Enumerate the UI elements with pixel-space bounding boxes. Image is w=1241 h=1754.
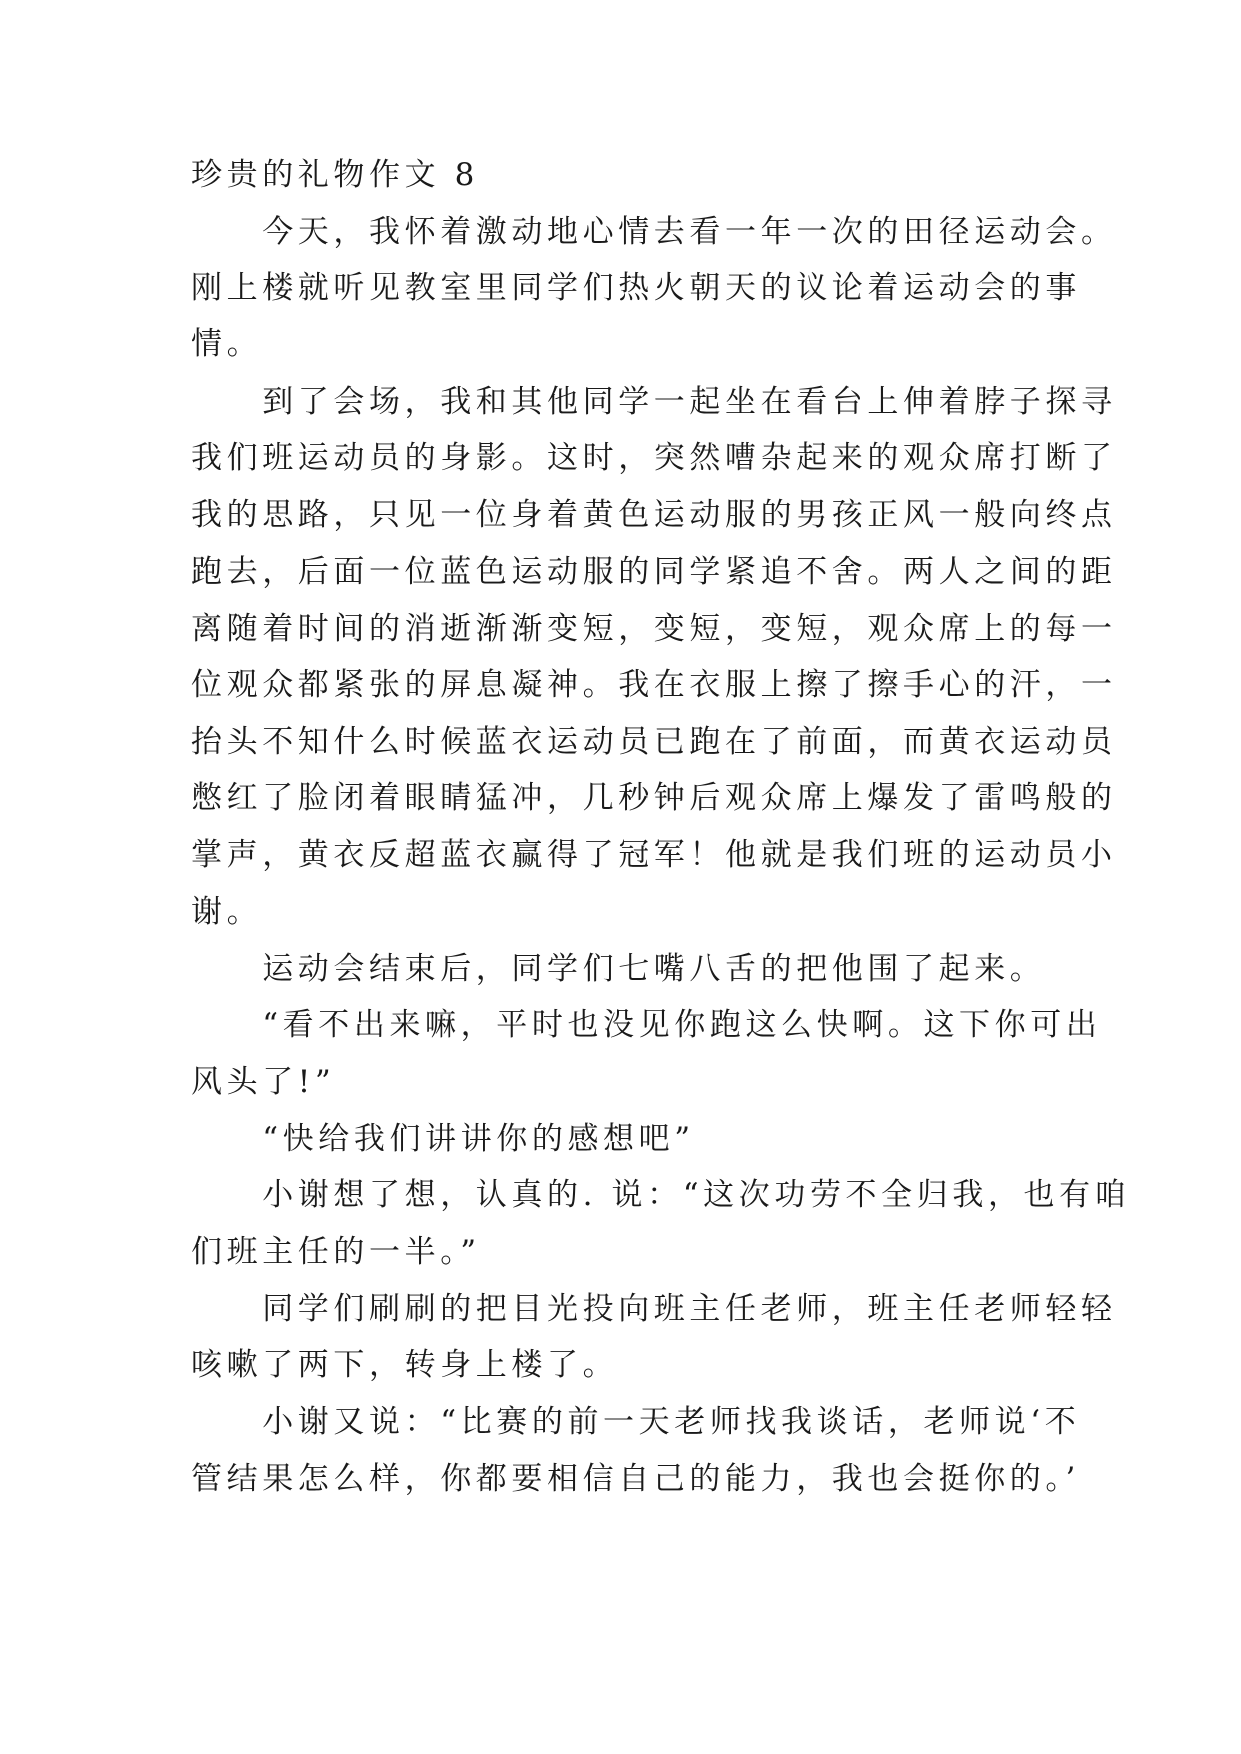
paragraph-line: 运动会结束后，同学们七嘴八舌的把他围了起来。 xyxy=(191,951,1046,987)
paragraph-line: “快给我们讲讲你的感想吧” xyxy=(191,1121,695,1157)
paragraph-line: 跑去，后面一位蓝色运动服的同学紧追不舍。两人之间的距 xyxy=(191,554,1117,590)
paragraph-line: 小谢又说：“比赛的前一天老师找我谈话，老师说‘不 xyxy=(191,1404,1081,1440)
paragraph-line: 我们班运动员的身影。这时，突然嘈杂起来的观众席打断了 xyxy=(191,440,1117,476)
document-title: 珍贵的礼物作文 8 xyxy=(191,157,479,193)
paragraph-line: 离随着时间的消逝渐渐变短，变短，变短，观众席上的每一 xyxy=(191,611,1117,647)
paragraph-line: 憋红了脸闭着眼睛猛冲，几秒钟后观众席上爆发了雷鸣般的 xyxy=(191,780,1117,816)
paragraph-line: 我的思路，只见一位身着黄色运动服的男孩正风一般向终点 xyxy=(191,497,1117,533)
paragraph-line: 今天，我怀着激动地心情去看一年一次的田径运动会。 xyxy=(191,214,1117,250)
paragraph-line: 同学们刷刷的把目光投向班主任老师，班主任老师轻轻 xyxy=(191,1291,1117,1327)
paragraph-line: 情。 xyxy=(191,326,263,362)
paragraph-line: 谢。 xyxy=(191,894,263,930)
paragraph-line: “看不出来嘛，平时也没见你跑这么快啊。这下你可出 xyxy=(191,1007,1102,1043)
paragraph-line: 小谢想了想，认真的. 说：“这次功劳不全归我，也有咱 xyxy=(191,1177,1131,1213)
paragraph-line: 抬头不知什么时候蓝衣运动员已跑在了前面，而黄衣运动员 xyxy=(191,724,1117,760)
paragraph-line: 风头了!” xyxy=(191,1064,336,1100)
paragraph-line: 们班主任的一半。” xyxy=(191,1234,481,1270)
paragraph-line: 掌声，黄衣反超蓝衣赢得了冠军！他就是我们班的运动员小 xyxy=(191,837,1117,873)
paragraph-line: 管结果怎么样，你都要相信自己的能力，我也会挺你的。’ xyxy=(191,1461,1080,1497)
paragraph-line: 位观众都紧张的屏息凝神。我在衣服上擦了擦手心的汗，一 xyxy=(191,667,1117,703)
paragraph-line: 到了会场，我和其他同学一起坐在看台上伸着脖子探寻 xyxy=(191,384,1117,420)
paragraph-line: 刚上楼就听见教室里同学们热火朝天的议论着运动会的事 xyxy=(191,270,1081,306)
paragraph-line: 咳嗽了两下，转身上楼了。 xyxy=(191,1347,619,1383)
